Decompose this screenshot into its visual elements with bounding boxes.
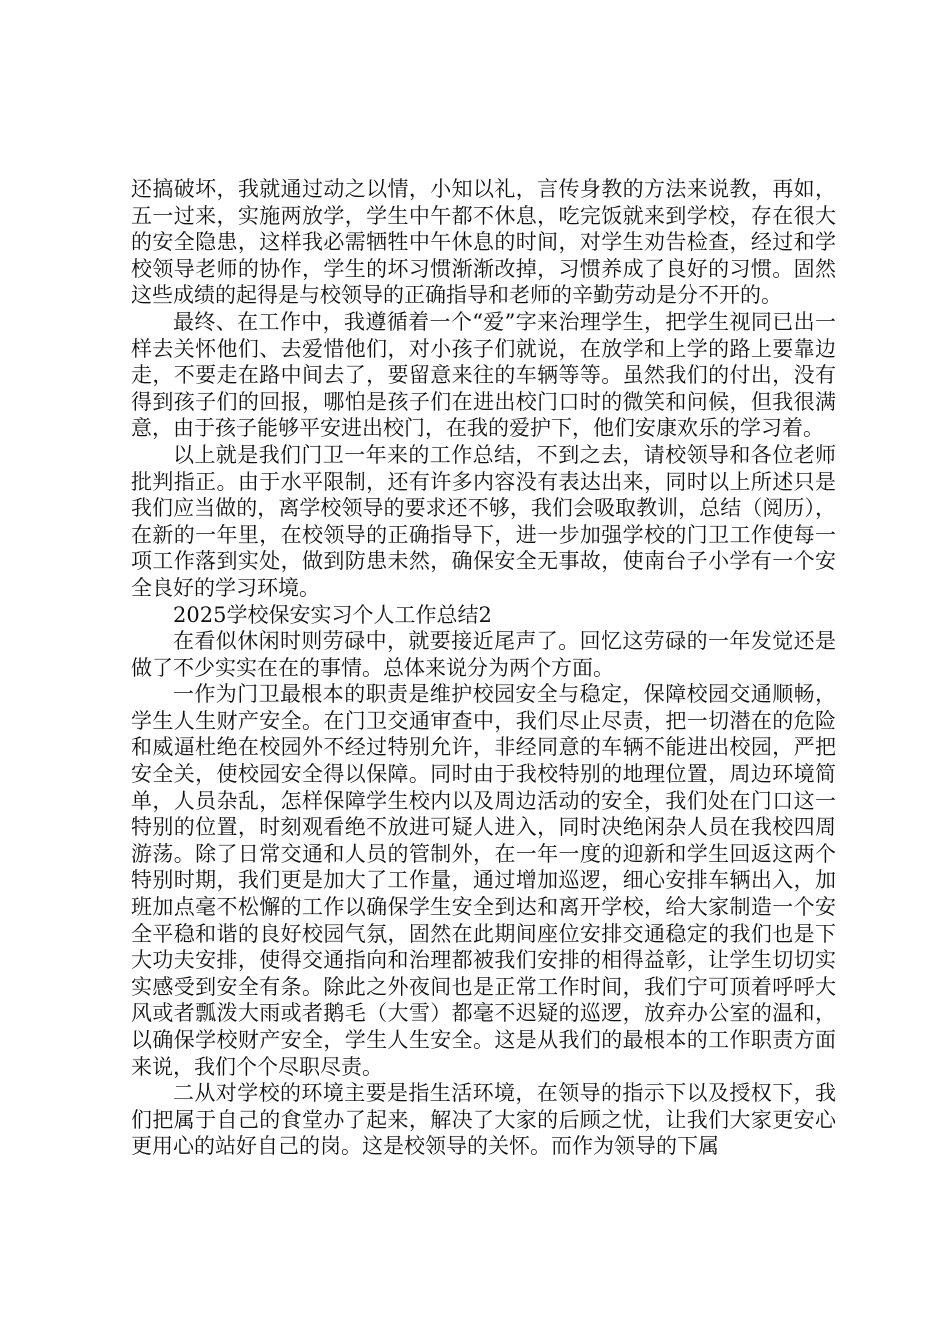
section-heading: 2025学校保安实习个人工作总结2 <box>173 602 492 627</box>
paragraph-intro: 在看似休闲时则劳碌中，就要接近尾声了。回忆这劳碌的一年发觉还是做了不少实实在在的事情。总体来说分为两个方面。 <box>131 629 836 680</box>
document-page <box>131 176 836 1160</box>
paragraph-conclusion: 以上就是我们门卫一年来的工作总结，不到之去，请校领导和各位老师批判指正。由于水平限制，还有许多内容没有表达出来，同时以上所述只是我们应当做的，离学校领导的要求还不够，我们会吸取教训，总结（阅历），在新的一年里，在校领导的正确指导下，进一步加强学校的门卫工作使每一项工作落到实处，做到防患未然，确保安全无事故，使南台子小学有一个安全良好的学习环境。 <box>131 442 836 600</box>
paragraph-continued: 还搞破坏，我就通过动之以情，小知以礼，言传身教的方法来说教，再如，五一过来，实施两放学，学生中午都不休息，吃完饭就来到学校，存在很大的安全隐患，这样我必需牺牲中午休息的时间，对学生劝告检查，经过和学校领导老师的协作，学生的坏习惯渐渐改掉，习惯养成了良好的习惯。固然这些成绩的起得是与校领导的正确指导和老师的辛勤劳动是分不开的。 <box>131 177 836 308</box>
paragraph-duty-one: 一作为门卫最根本的职责是维护校园安全与稳定，保障校园交通顺畅，学生人生财产安全。在门卫交通审查中，我们尽止尽责，把一切潜在的危险和威逼杜绝在校园外不经过特别允许，非经同意的车辆不能进出校园，严把安全关，使校园安全得以保障。同时由于我校特别的地理位置，周边环境简单，人员杂乱，怎样保障学生校内以及周边活动的安全，我们处在门口这一特别的位置，时刻观看绝不放进可疑人进入，同时决绝闲杂人员在我校四周游荡。除了日常交通和人员的管制外，在一年一度的迎新和学生回返这两个特别时期，我们更是加大了工作量，通过增加巡逻，细心安排车辆出入，加班加点毫不松懈的工作以确保学生安全到达和离开学校，给大家制造一个安全平稳和谐的良好校园气氛，固然在此期间座位安排交通稳定的我们也是下大功夫安排，使得交通指向和治理都被我们安排的相得益彰，让学生切切实实感受到安全有条。除此之外夜间也是正常工作时间，我们宁可顶着呼呼大风或者瓢泼大雨或者鹅毛（大雪）都毫不迟疑的巡逻，放弃办公室的温和，以确保学校财产安全，学生人生安全。这是从我们的最根本的工作职责方面来说，我们个个尽职尽责。 <box>131 682 836 1079</box>
paragraph-duty-two: 二从对学校的环境主要是指生活环境，在领导的指示下以及授权下，我们把属于自己的食堂办了起来，解决了大家的后顾之忧，让我们大家更安心更用心的站好自己的岗。这是校领导的关怀。而作为领导的下属 <box>131 1081 836 1159</box>
paragraph-love: 最终、在工作中，我遵循着一个“爱”字来治理学生，把学生视同已出一样去关怀他们、去爱惜他们，对小孩子们就说，在放学和上学的路上要靠边走，不要走在路中间去了，要留意来往的车辆等等。虽然我们的付出，没有得到孩子们的回报，哪怕是孩子们在进出校门口时的微笑和问候，但我很满意，由于孩子能够平安进出校门，在我的爱护下，他们安康欢乐的学习着。 <box>131 309 836 441</box>
